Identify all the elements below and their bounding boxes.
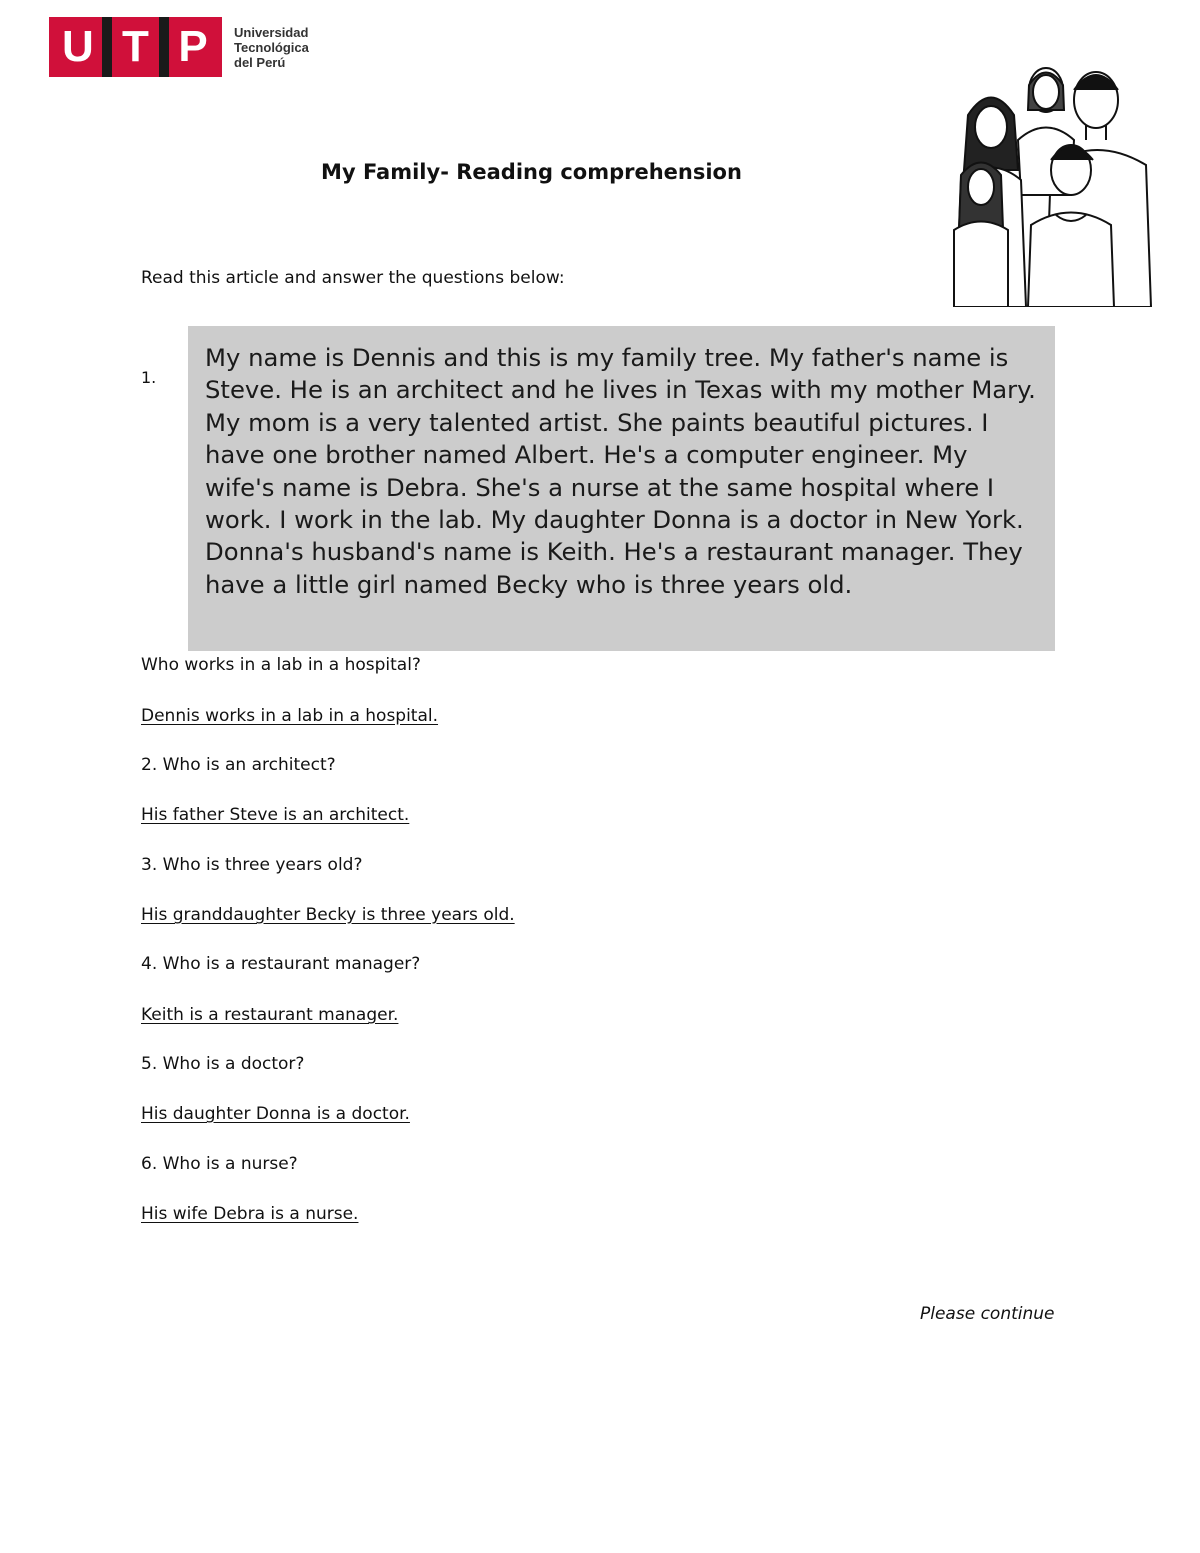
page-title: My Family- Reading comprehension (321, 160, 742, 184)
question-4: 4. Who is a restaurant manager? (141, 954, 421, 974)
answer-3: His granddaughter Becky is three years old. (141, 905, 515, 925)
institution-line: del Perú (234, 54, 286, 70)
question-number: 1. (141, 368, 157, 387)
logo-letter-t: T (122, 22, 149, 71)
utp-logo (49, 17, 334, 77)
question-5: 5. Who is a doctor? (141, 1054, 305, 1074)
question-6: 6. Who is a nurse? (141, 1154, 298, 1174)
answer-2: His father Steve is an architect. (141, 805, 410, 825)
logo-divider (102, 17, 112, 77)
answer-5: His daughter Donna is a doctor. (141, 1104, 410, 1124)
question-2: 2. Who is an architect? (141, 755, 336, 775)
reading-passage: My name is Dennis and this is my family tree. My father's name is Steve. He is an architect and he lives in Texas with my mother Mary. My mom is a very talented artist. She paints beautiful pictures. I have one brother named Albert. He's a computer engineer. My wife's name is Debra. She's a nurse at the same hospital where I work. I work in the lab. My daughter Donna is a doctor in New York. Donna's husband's name is Keith. He's a restaurant manager. They have a little girl named Becky who is three years old. (188, 326, 1055, 651)
answer-4: Keith is a restaurant manager. (141, 1005, 399, 1025)
logo-divider (159, 17, 169, 77)
logo-letter-u: U (62, 22, 94, 71)
question-1: Who works in a lab in a hospital? (141, 655, 421, 675)
answer-6: His wife Debra is a nurse. (141, 1204, 359, 1224)
logo-letter-p: P (178, 22, 208, 71)
institution-line: Tecnológica (234, 39, 309, 55)
please-continue: Please continue (920, 1304, 1055, 1324)
institution-line: Universidad (234, 24, 309, 40)
logo-mark (49, 17, 222, 77)
question-3: 3. Who is three years old? (141, 855, 363, 875)
instructions: Read this article and answer the questions below: (141, 268, 565, 288)
answer-1: Dennis works in a lab in a hospital. (141, 706, 439, 726)
institution-name (234, 25, 334, 70)
